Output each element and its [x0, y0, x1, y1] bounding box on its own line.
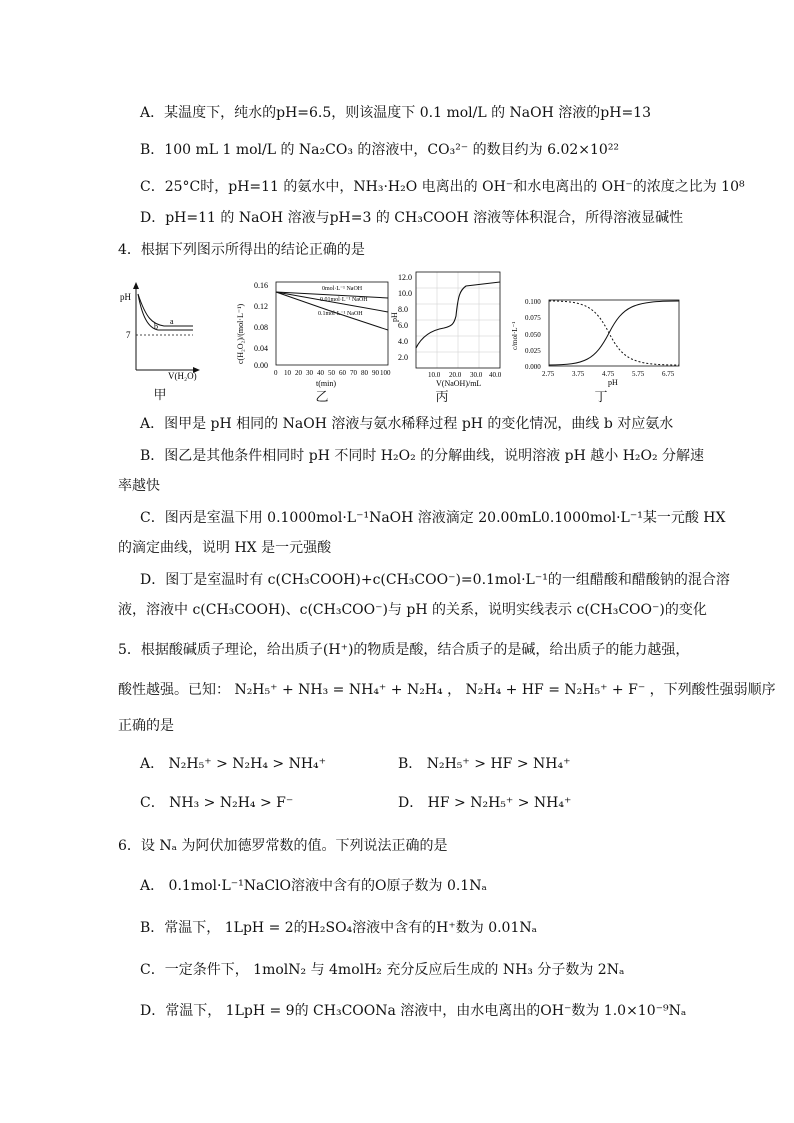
yi-xtick: 80 [361, 369, 368, 377]
yi-xtick: 40 [317, 369, 324, 377]
q5-option-d: D． HF > N₂H₅⁺ > NH₄⁺ [398, 795, 572, 811]
yi-ytick: 0.04 [254, 344, 268, 353]
q5-option-b: B． N₂H₅⁺ > HF > NH₄⁺ [398, 756, 571, 772]
bing-ytick: 8.0 [398, 305, 408, 314]
yi-ytick: 0.00 [254, 361, 268, 370]
ding-ytick: 0.100 [525, 298, 541, 306]
ding-ytick: 0.075 [525, 314, 541, 322]
q4-option-d-line1: D．图丁是室温时有 c(CH₃COOH)+c(CH₃COO⁻)=0.1mol·L⁻¹的一组醋酸和醋酸钠的混合溶 [140, 572, 730, 588]
caption-jia: 甲 [153, 388, 167, 403]
q3-option-d: D．pH=11 的 NaOH 溶液与pH=3 的 CH₃COOH 溶液等体积混合，所得溶液显碱性 [140, 210, 684, 226]
ding-ytick: 0.050 [525, 331, 541, 339]
yi-series-label: 0mol·L⁻¹ NaOH [322, 286, 363, 292]
yi-xtick: 50 [328, 369, 335, 377]
q5-stem-line1: 5．根据酸碱质子理论，给出质子(H⁺)的物质是酸，结合质子的是碱，给出质子的能力越强， [118, 642, 690, 658]
ding-xtick: 5.75 [632, 370, 645, 378]
bing-ytick: 4.0 [398, 337, 408, 346]
yi-xlabel: t(min) [316, 379, 336, 388]
yi-xtick: 30 [306, 369, 313, 377]
bing-xtick: 40.0 [489, 371, 502, 379]
ding-xtick: 2.75 [542, 370, 555, 378]
q4-option-b-line1: B．图乙是其他条件相同时 pH 不同时 H₂O₂ 的分解曲线，说明溶液 pH 越小 H₂O₂ 分解速 [140, 448, 705, 464]
yi-xtick: 90 [372, 369, 379, 377]
caption-bing: 丙 [435, 390, 449, 405]
jia-ylabel: pH [120, 292, 131, 302]
q6-option-b: B．常温下， 1LpH = 2的H₂SO₄溶液中含有的H⁺数为 0.01Nₐ [140, 920, 538, 936]
q5-stem-line3: 正确的是 [118, 718, 174, 734]
jia-label-a: a [170, 317, 174, 326]
q5-option-a: A． N₂H₅⁺ > N₂H₄ > NH₄⁺ [140, 756, 327, 772]
q4-stem: 4．根据下列图示所得出的结论正确的是 [118, 242, 365, 258]
q6-stem: 6．设 Nₐ 为阿伏加德罗常数的值。下列说法正确的是 [118, 838, 448, 854]
yi-xtick: 100 [380, 369, 391, 377]
figure-yi [232, 272, 392, 390]
bing-ytick: 6.0 [398, 321, 408, 330]
q4-option-c-line2: 的滴定曲线，说明 HX 是一元强酸 [118, 540, 332, 556]
yi-ytick: 0.12 [254, 302, 268, 311]
yi-series-label: 0.1mol·L⁻¹ NaOH [318, 311, 363, 317]
bing-xtick: 20.0 [449, 371, 462, 379]
bing-ytick: 12.0 [398, 273, 412, 282]
bing-ylabel: pH [390, 312, 399, 322]
jia-xlabel: V(H₂O) [168, 371, 197, 381]
ding-ylabel: c/mol·L⁻¹ [511, 321, 519, 350]
yi-xtick: 60 [339, 369, 346, 377]
ding-ytick: 0.000 [525, 363, 541, 371]
ding-ytick: 0.025 [525, 347, 541, 355]
figure-ding [505, 292, 680, 388]
ding-xtick: 3.75 [572, 370, 585, 378]
q6-option-c: C．一定条件下， 1molN₂ 与 4molH₂ 充分反应后生成的 NH₃ 分子数为 2Nₐ [140, 962, 625, 978]
ding-xtick: 4.75 [602, 370, 615, 378]
q5-stem-line2: 酸性越强。已知： N₂H₅⁺ + NH₃ = NH₄⁺ + N₂H₄ ， N₂H₄ + HF = N₂H₅⁺ + F⁻ ，下列酸性强弱顺序 [118, 682, 776, 698]
yi-xtick: 10 [284, 369, 291, 377]
yi-xtick: 70 [350, 369, 357, 377]
q4-option-b-line2: 率越快 [118, 478, 160, 494]
jia-label-b: b [154, 322, 158, 331]
q6-option-a: A． 0.1mol·L⁻¹NaClO溶液中含有的O原子数为 0.1Nₐ [140, 878, 487, 894]
caption-ding: 丁 [594, 390, 608, 405]
yi-series-label: 0.01mol·L⁻¹ NaOH [320, 297, 368, 303]
q5-option-c: C． NH₃ > N₂H₄ > F⁻ [140, 795, 294, 811]
bing-ytick: 2.0 [398, 353, 408, 362]
q3-option-b: B．100 mL 1 mol/L 的 Na₂CO₃ 的溶液中，CO₃²⁻ 的数目约为 6.02×10²² [140, 142, 620, 158]
bing-xlabel: V(NaOH)/mL [436, 379, 482, 388]
figure-bing [392, 266, 502, 390]
q3-option-c: C．25°C时，pH=11 的氨水中，NH₃·H₂O 电离出的 OH⁻和水电离出的 OH⁻的浓度之比为 10⁸ [140, 179, 745, 195]
q4-option-d-line2: 液，溶液中 c(CH₃COOH)、c(CH₃COO⁻)与 pH 的关系，说明实线表示 c(CH₃COO⁻)的变化 [118, 602, 707, 618]
q3-option-a: A．某温度下，纯水的pH=6.5，则该温度下 0.1 mol/L 的 NaOH 溶液的pH=13 [140, 105, 651, 121]
yi-ytick: 0.08 [254, 323, 268, 332]
bing-xtick: 10.0 [428, 371, 441, 379]
jia-tick-7: 7 [126, 330, 131, 340]
q4-option-c-line1: C．图丙是室温下用 0.1000mol·L⁻¹NaOH 溶液滴定 20.00mL0.1000mol·L⁻¹某一元酸 HX [140, 510, 726, 526]
bing-ytick: 10.0 [398, 289, 412, 298]
ding-xlabel: pH [608, 378, 618, 387]
q6-option-d: D．常温下， 1LpH = 9的 CH₃COONa 溶液中，由水电离出的OH⁻数为 1.0×10⁻⁹Nₐ [140, 1003, 687, 1019]
yi-ylabel: c(H₂O₂)/(mol·L⁻¹) [236, 303, 245, 364]
figure-jia [118, 280, 200, 380]
caption-yi: 乙 [315, 390, 329, 405]
yi-ytick: 0.16 [254, 281, 268, 290]
ding-xtick: 6.75 [662, 370, 675, 378]
q4-option-a: A．图甲是 pH 相同的 NaOH 溶液与氨水稀释过程 pH 的变化情况，曲线 b 对应氨水 [140, 416, 674, 432]
yi-xtick: 0 [274, 369, 278, 377]
yi-xtick: 20 [295, 369, 302, 377]
bing-xtick: 30.0 [470, 371, 483, 379]
